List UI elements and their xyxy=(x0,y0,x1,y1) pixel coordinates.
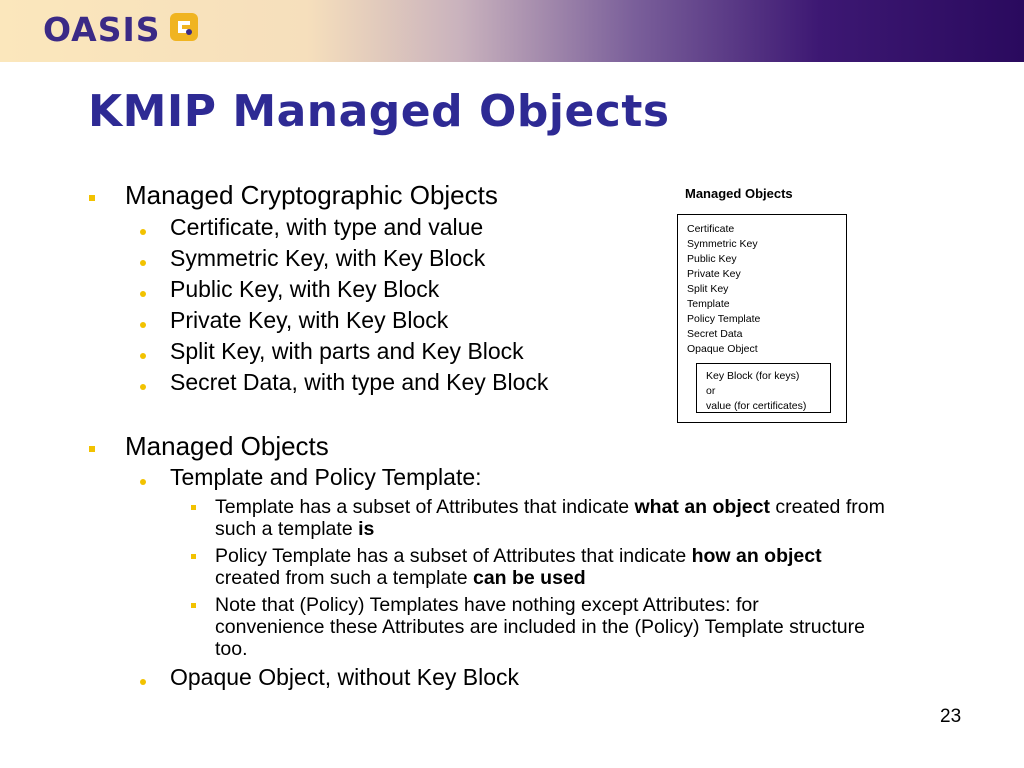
bullet-icon xyxy=(191,505,196,510)
object-item: Policy Template xyxy=(687,313,761,325)
bullet-icon xyxy=(140,260,146,266)
list-item: Note that (Policy) Templates have nothing except Attributes: for convenience these Attributes are included in the (Policy) Template structure too. xyxy=(215,594,865,660)
header-banner xyxy=(0,0,1024,62)
object-list xyxy=(687,222,760,357)
bullet-icon xyxy=(140,322,146,328)
object-item: Template xyxy=(687,298,730,310)
object-item: Certificate xyxy=(687,223,735,235)
key-block-line: Key Block (for keys) xyxy=(706,370,800,382)
object-item: Public Key xyxy=(687,253,737,265)
oasis-logo xyxy=(43,12,199,47)
object-item: Symmetric Key xyxy=(687,238,758,250)
list-item: Policy Template has a subset of Attributes that indicate how an object created from such a template can be used xyxy=(215,545,822,589)
object-item: Opaque Object xyxy=(687,343,758,355)
key-block-box xyxy=(696,363,831,413)
bullet-icon xyxy=(140,679,146,685)
list-item: Certificate, with type and value xyxy=(170,214,484,240)
object-item: Private Key xyxy=(687,268,741,280)
list-item: Private Key, with Key Block xyxy=(170,307,449,333)
slide-title: KMIP Managed Objects xyxy=(88,86,670,137)
list-item: Split Key, with parts and Key Block xyxy=(170,338,524,364)
oasis-mark-icon xyxy=(169,12,199,47)
section-heading: Managed Cryptographic Objects xyxy=(125,180,498,210)
list-item: Template has a subset of Attributes that indicate what an object created from such a template is xyxy=(215,496,885,540)
list-item: Opaque Object, without Key Block xyxy=(170,664,520,690)
key-block-line: value (for certificates) xyxy=(706,400,807,412)
bullet-icon xyxy=(89,446,95,452)
bullet-icon xyxy=(140,479,146,485)
bullet-icon xyxy=(140,229,146,235)
page-number: 23 xyxy=(940,706,962,727)
bullet-icon xyxy=(191,603,196,608)
bullet-icon xyxy=(89,195,95,201)
bullet-icon xyxy=(191,554,196,559)
list-item: Symmetric Key, with Key Block xyxy=(170,245,486,271)
list-item: Secret Data, with type and Key Block xyxy=(170,369,549,395)
bullet-icon xyxy=(140,384,146,390)
section-heading: Managed Objects xyxy=(125,431,329,461)
object-item: Split Key xyxy=(687,283,729,295)
bullet-icon xyxy=(140,353,146,359)
bullet-icon xyxy=(140,291,146,297)
object-item: Secret Data xyxy=(687,328,743,340)
managed-objects-diagram xyxy=(677,214,847,423)
list-item: Public Key, with Key Block xyxy=(170,276,440,302)
diagram-title: Managed Objects xyxy=(685,186,793,201)
key-block-line: or xyxy=(706,385,716,397)
logo-text: OASIS xyxy=(43,10,161,49)
list-item: Template and Policy Template: xyxy=(170,464,482,490)
